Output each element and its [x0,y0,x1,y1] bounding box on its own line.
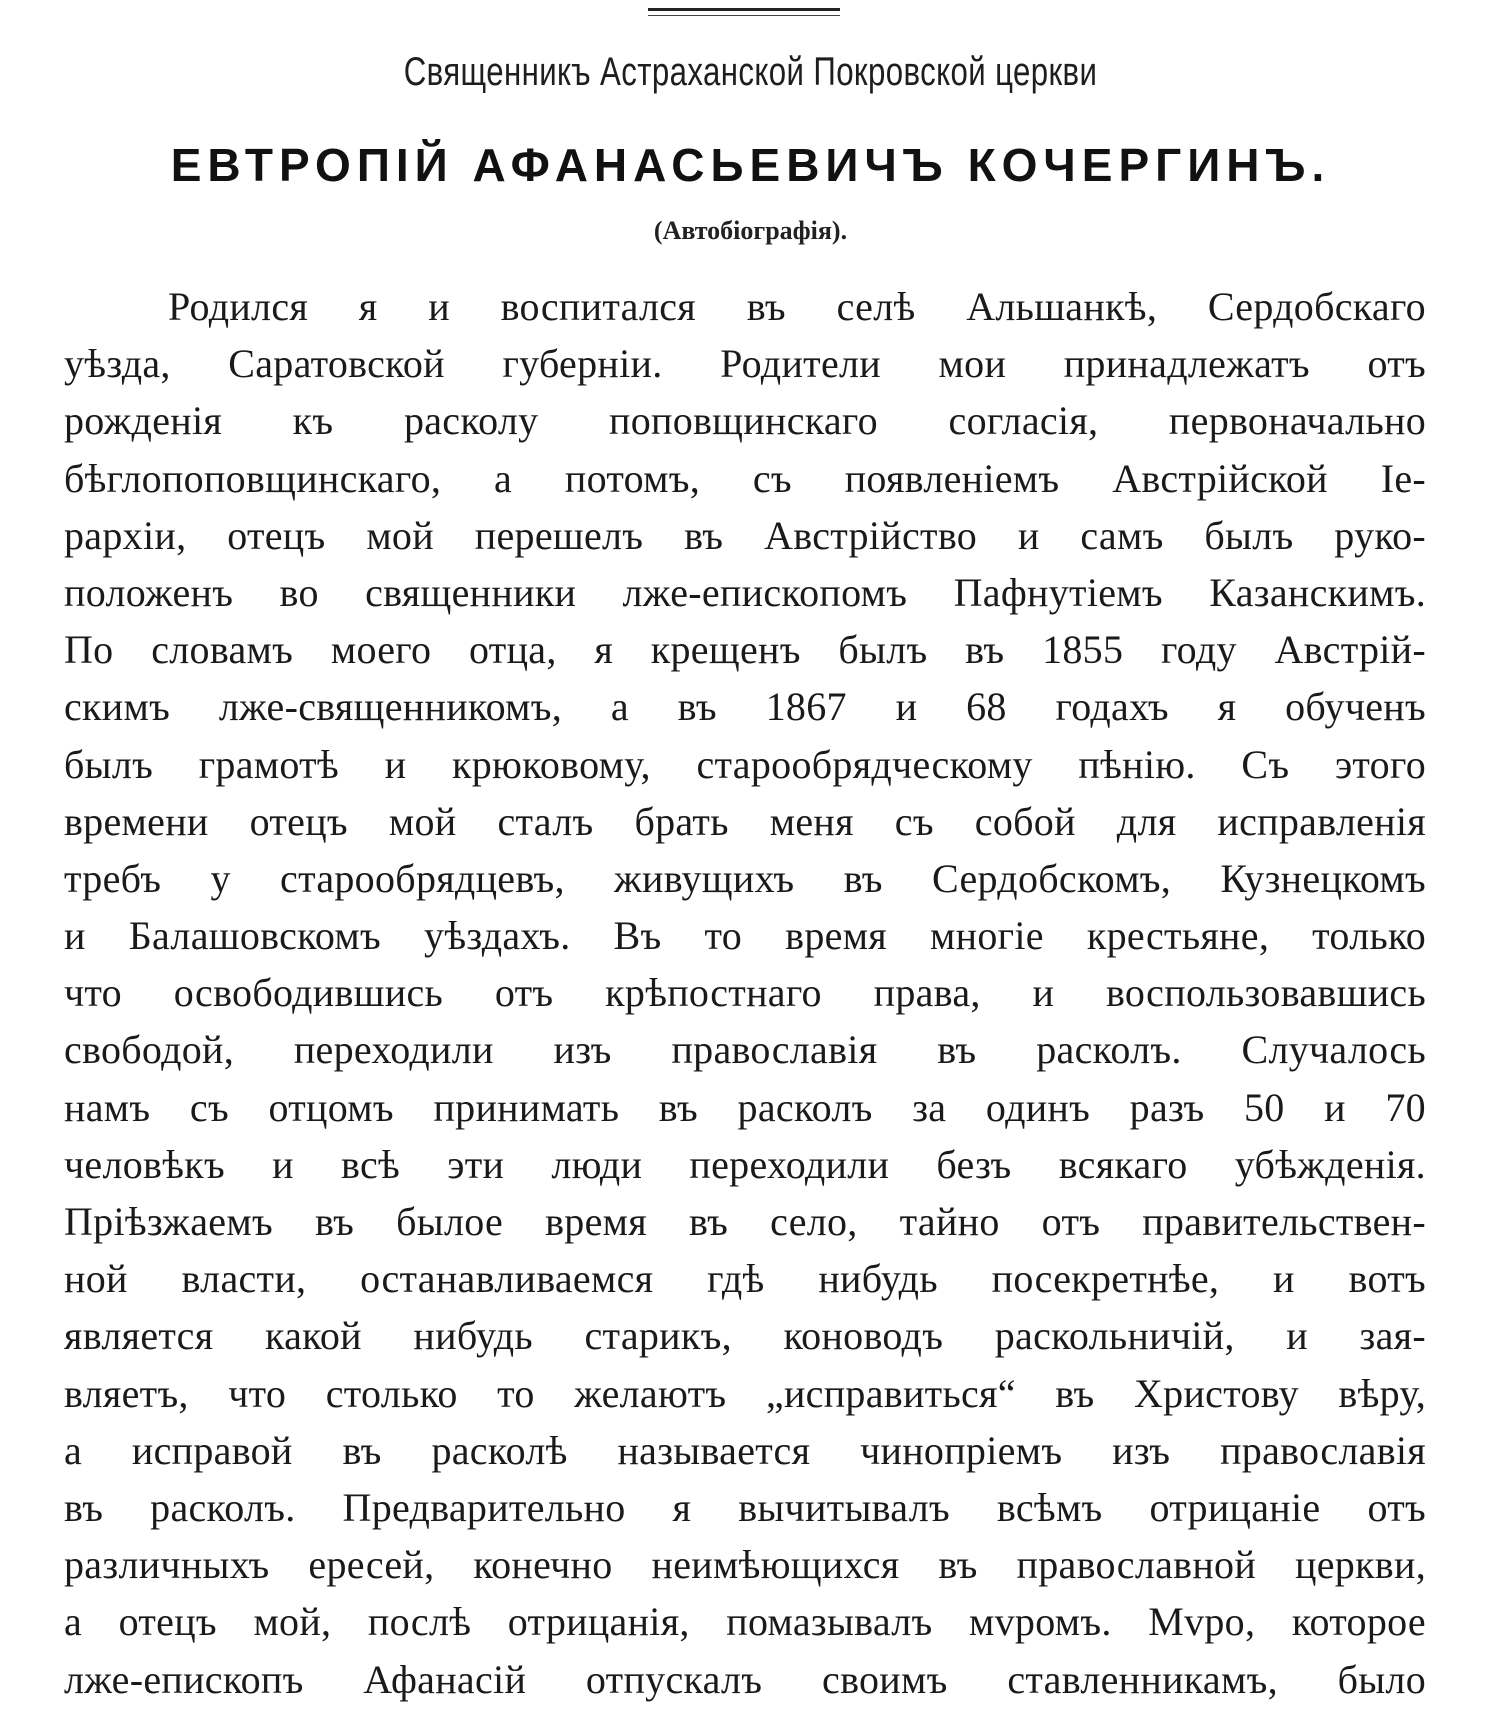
text-line: скимъ лже-священникомъ, а въ 1867 и 68 годахъ я обученъ [64,684,1426,730]
text-line: лже-епископъ Афанасій отпускалъ своимъ ставленникамъ, было [64,1656,1426,1702]
text-line: времени отецъ мой сталъ брать меня съ собой для исправленія [64,798,1426,844]
text-line: свободой, переходили изъ православія въ расколъ. Случалось [64,1027,1426,1073]
body-text [64,278,1426,1708]
text-line: является какой нибудь старикъ, коноводъ раскольничій, и зая- [64,1313,1426,1359]
top-divider-thin [648,15,840,16]
text-line: вляетъ, что столько то желаютъ „исправиться“ въ Христову вѣру, [64,1370,1426,1416]
text-line: а исправой въ расколѣ называется чинопріемъ изъ православія [64,1427,1426,1473]
title-line-1: Священникъ Астраханской Покровской церкви [403,50,1098,94]
text-line: рархіи, отецъ мой перешелъ въ Австрійство и самъ былъ руко- [64,512,1426,558]
text-line: ной власти, останавливаемся гдѣ нибудь посекретнѣе, и вотъ [64,1256,1426,1302]
text-line: различныхъ ересей, конечно неимѣющихся въ православной церкви, [64,1542,1426,1588]
text-line: бѣглопоповщинскаго, а потомъ, съ появленіемъ Австрійской Іе- [64,455,1426,501]
text-line: что освободившись отъ крѣпостнаго права, и воспользовавшись [64,970,1426,1016]
text-line: въ расколъ. Предварительно я вычитывалъ всѣмъ отрицаніе отъ [64,1484,1426,1530]
title-line-2: ЕВТРОПІЙ АФАНАСЬЕВИЧЪ КОЧЕРГИНЪ. [170,139,1331,191]
text-line: а отецъ мой, послѣ отрицанія, помазывалъ мvромъ. Мvро, которое [64,1599,1426,1645]
text-line: былъ грамотѣ и крюковому, старообрядческому пѣнію. Съ этого [64,741,1426,787]
text-line: уѣзда, Саратовской губерніи. Родители мои принадлежатъ отъ [64,341,1426,387]
text-line: Пріѣзжаемъ въ былое время въ село, тайно отъ правительствен- [64,1199,1426,1244]
text-line: требъ у старообрядцевъ, живущихъ въ Сердобскомъ, Кузнецкомъ [64,855,1426,901]
top-divider [648,8,840,11]
text-line: рожденія къ расколу поповщинскаго согласія, первоначально [64,398,1426,444]
text-line: человѣкъ и всѣ эти люди переходили безъ всякаго убѣжденія. [64,1141,1426,1187]
text-line: намъ съ отцомъ принимать въ расколъ за одинъ разъ 50 и 70 [64,1084,1426,1130]
subtitle: (Автобіографія). [653,216,848,245]
text-line: положенъ во священники лже-епископомъ Пафнутіемъ Казанскимъ. [64,569,1426,615]
text-line: Родился я и воспитался въ селѣ Альшанкѣ, Сердобскаго [168,284,1426,329]
text-line: По словамъ моего отца, я крещенъ былъ въ 1855 году Австрій- [64,627,1426,673]
text-line: и Балашовскомъ уѣздахъ. Въ то время многіе крестьяне, только [64,913,1426,959]
